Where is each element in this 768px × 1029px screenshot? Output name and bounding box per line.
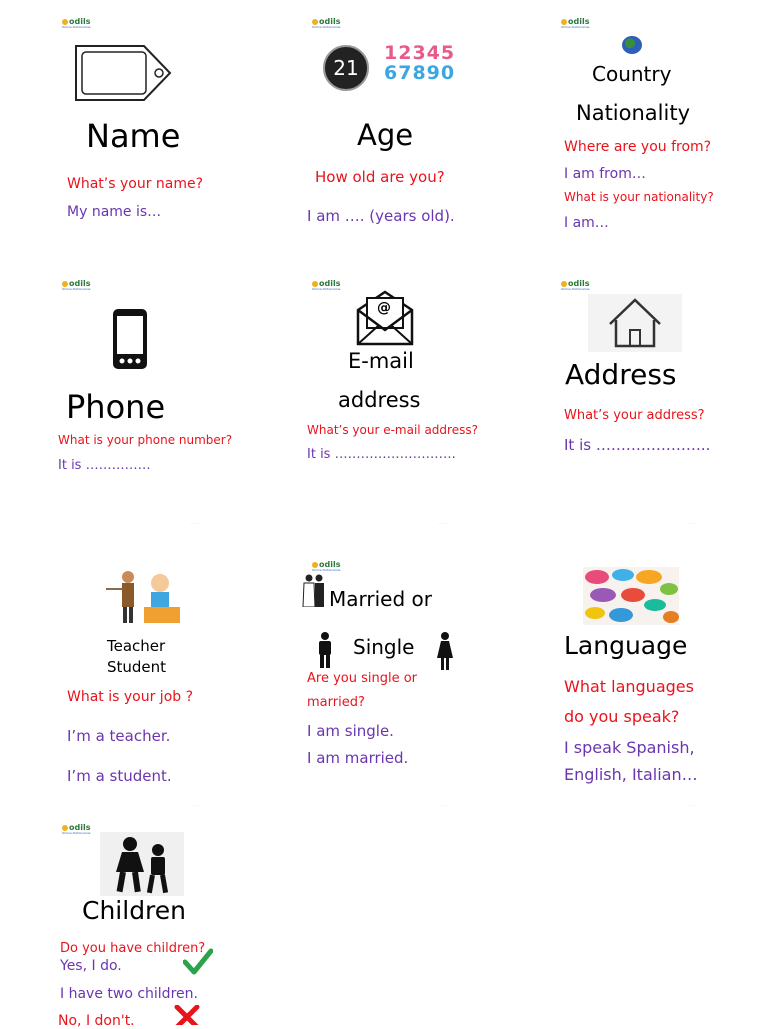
odils-logo: odils Online Dictionaries	[561, 279, 590, 291]
question-text: How old are you?	[315, 168, 445, 186]
card-children	[0, 808, 256, 1029]
footer-text: ·········	[688, 803, 697, 807]
odils-logo: odils Online Dictionaries	[312, 17, 341, 29]
check-icon	[183, 948, 213, 976]
odils-logo: odils Online Dictionaries	[62, 279, 91, 291]
odils-logo: odils Online Dictionaries	[62, 17, 91, 29]
numbers-row: 67890	[384, 62, 456, 84]
answer-text: It is ……………………….	[307, 447, 456, 462]
card-job	[0, 545, 256, 807]
question-text: What languages	[564, 677, 694, 696]
question-text: What’s your address?	[564, 408, 705, 423]
question-text: Are you single or	[307, 671, 418, 686]
man-icon	[317, 632, 333, 668]
question-text: No, I don't.	[58, 1013, 135, 1029]
question-text: What’s your e-mail address?	[307, 423, 478, 437]
children-silhouette-icon	[100, 832, 184, 896]
question-text: What is your job ?	[67, 689, 194, 705]
card-subtitle: Nationality	[576, 101, 691, 125]
card-name	[0, 0, 256, 262]
answer-text: I am married.	[307, 749, 409, 767]
numbers-graphic	[384, 43, 462, 83]
footer-text: ·········	[438, 521, 447, 525]
card-title: Phone	[66, 388, 166, 426]
card-marital	[256, 545, 512, 807]
question-text: What is your nationality?	[564, 190, 714, 204]
couple-icon	[302, 573, 326, 607]
answer-text: English, Italian…	[564, 765, 698, 784]
answer-text: My name is…	[67, 204, 162, 220]
card-title: Address	[565, 358, 677, 391]
woman-icon	[437, 632, 453, 670]
answer-text: I am from…	[564, 166, 646, 182]
question-text: What’s your name?	[67, 176, 204, 192]
answer-text: Yes, I do.	[60, 958, 122, 974]
card-phone	[0, 262, 256, 524]
speech-bubbles-icon	[583, 567, 679, 625]
age-21-badge: 21	[323, 45, 369, 91]
teacher-student-icon	[104, 567, 182, 627]
odils-logo: odils Online Dictionaries	[62, 823, 91, 835]
card-title: Name	[86, 117, 181, 155]
numbers-row: 12345	[384, 42, 456, 64]
card-age	[256, 0, 512, 262]
card-title: Age	[357, 118, 414, 152]
question-text: Do you have children?	[60, 941, 206, 956]
cross-icon	[174, 1005, 200, 1025]
card-address	[512, 262, 768, 524]
name-tag-icon	[72, 44, 172, 102]
card-title: Married or	[329, 587, 432, 611]
card-email	[256, 262, 512, 524]
odils-logo: odils Online Dictionaries	[561, 17, 590, 29]
answer-text: I have two children.	[60, 986, 198, 1002]
globe-icon	[622, 36, 642, 54]
card-subtitle: address	[338, 388, 421, 412]
answer-text: I am single.	[307, 722, 394, 740]
answer-text: I am …. (years old).	[307, 207, 455, 225]
question-text: What is your phone number?	[58, 433, 233, 447]
phone-icon	[112, 308, 148, 370]
question-text: married?	[307, 695, 365, 710]
footer-text: ·········	[438, 803, 447, 807]
question-text: Where are you from?	[564, 139, 712, 155]
card-country	[512, 0, 768, 262]
odils-logo: odils Online Dictionaries	[312, 279, 341, 291]
card-title: Country	[592, 62, 672, 86]
footer-text: ·········	[190, 803, 199, 807]
at-symbol: @	[377, 300, 391, 316]
card-subtitle: Student	[107, 658, 167, 676]
answer-text: It is …………………..	[564, 436, 711, 454]
card-title: E-mail	[348, 349, 414, 373]
question-text: do you speak?	[564, 707, 680, 726]
answer-text: I am…	[564, 215, 609, 231]
answer-text: It is ……………	[58, 458, 151, 473]
card-language	[512, 545, 768, 807]
answer-text: I’m a teacher.	[67, 727, 171, 745]
card-title: Language	[564, 631, 688, 660]
house-icon	[588, 294, 682, 352]
card-title: Teacher	[107, 637, 166, 655]
card-subtitle: Single	[353, 635, 415, 659]
answer-text: I speak Spanish,	[564, 738, 695, 757]
footer-text: ·········	[190, 521, 199, 525]
envelope-icon	[356, 290, 414, 346]
card-title: Children	[82, 896, 187, 925]
odils-logo: odils Online Dictionaries	[312, 560, 341, 572]
footer-text: ·········	[688, 521, 697, 525]
answer-text: I’m a student.	[67, 767, 172, 785]
